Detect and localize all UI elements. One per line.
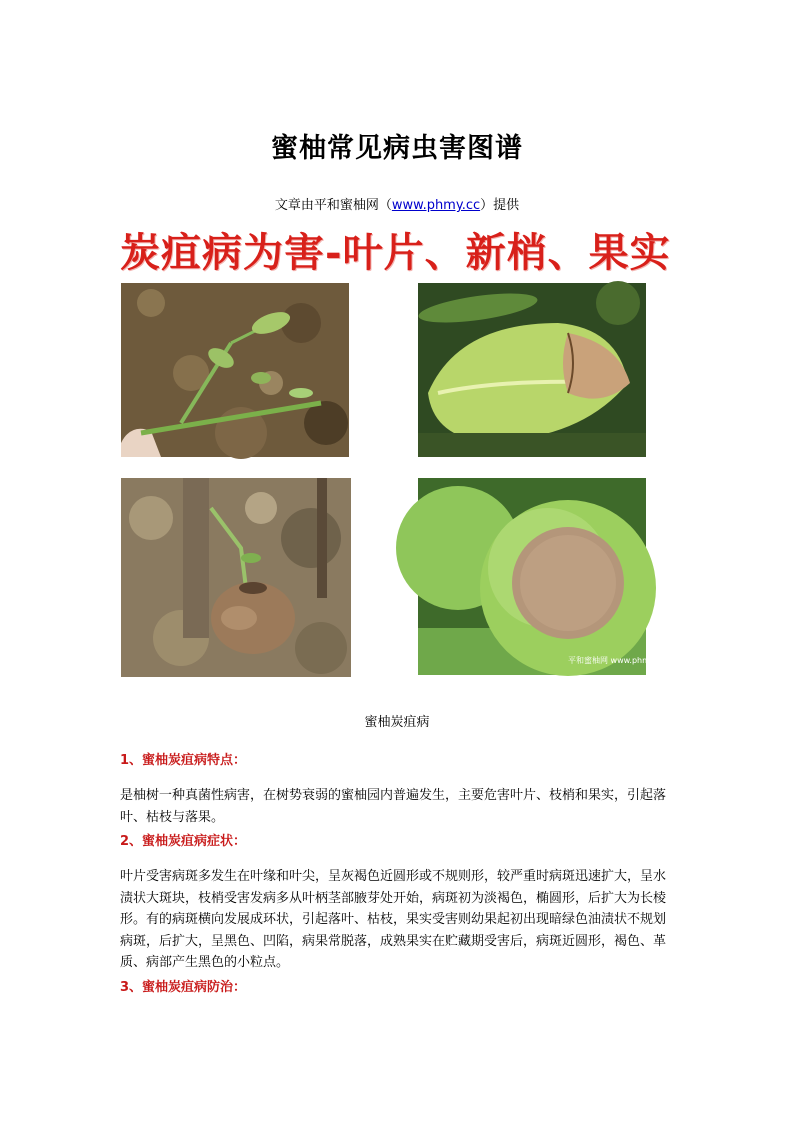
section-paragraph: 是柚树一种真菌性病害，在树势衰弱的蜜柚园内普遍发生，主要危害叶片、枝梢和果实，引起落叶、枯枝与落果。 xyxy=(120,788,667,825)
banner-heading: 炭疽病为害-叶片、新梢、果实 xyxy=(120,229,671,276)
source-prefix: 文章由平和蜜柚网（ xyxy=(274,198,392,213)
source-link[interactable]: www.phmy.cc xyxy=(391,198,481,213)
section-paragraph: 叶片受害病斑多发生在叶缘和叶尖，呈灰褐色近圆形或不规则形，较严重时病斑迅速扩大，呈水渍状大斑块，枝梢受害发病多从叶柄茎部腋芽处开始，病斑初为淡褐色，椭圆形，后扩大为长棱形。有的病斑横向发展成环状，引起落叶、枯枝，果实受害则幼果起初出现暗绿色油渍状不规划病斑，后扩大，呈黑色、凹陷，病果常脱落，成熟果实在贮藏期受害后，病斑近圆形，褐色、革质、病部产生黑色的小粒点。 xyxy=(120,869,667,970)
section-heading: 2、蜜柚炭疽病症状： xyxy=(120,834,247,849)
photo-infected-shoot xyxy=(121,283,349,457)
figure-caption: 蜜柚炭疽病 xyxy=(364,715,430,730)
photo-watermark: 平和蜜柚网 www.phmy.cc xyxy=(568,656,665,665)
photo-infected-young-fruit xyxy=(121,478,351,677)
source-suffix: ）提供 xyxy=(480,198,520,213)
document-title: 蜜柚常见病虫害图谱 xyxy=(271,133,523,164)
photo-infected-leaf xyxy=(418,283,646,457)
section-heading: 1、蜜柚炭疽病特点： xyxy=(120,753,247,768)
photo-infected-fruit xyxy=(418,478,665,675)
source-line xyxy=(0,194,794,213)
section-heading: 3、蜜柚炭疽病防治： xyxy=(120,980,247,995)
